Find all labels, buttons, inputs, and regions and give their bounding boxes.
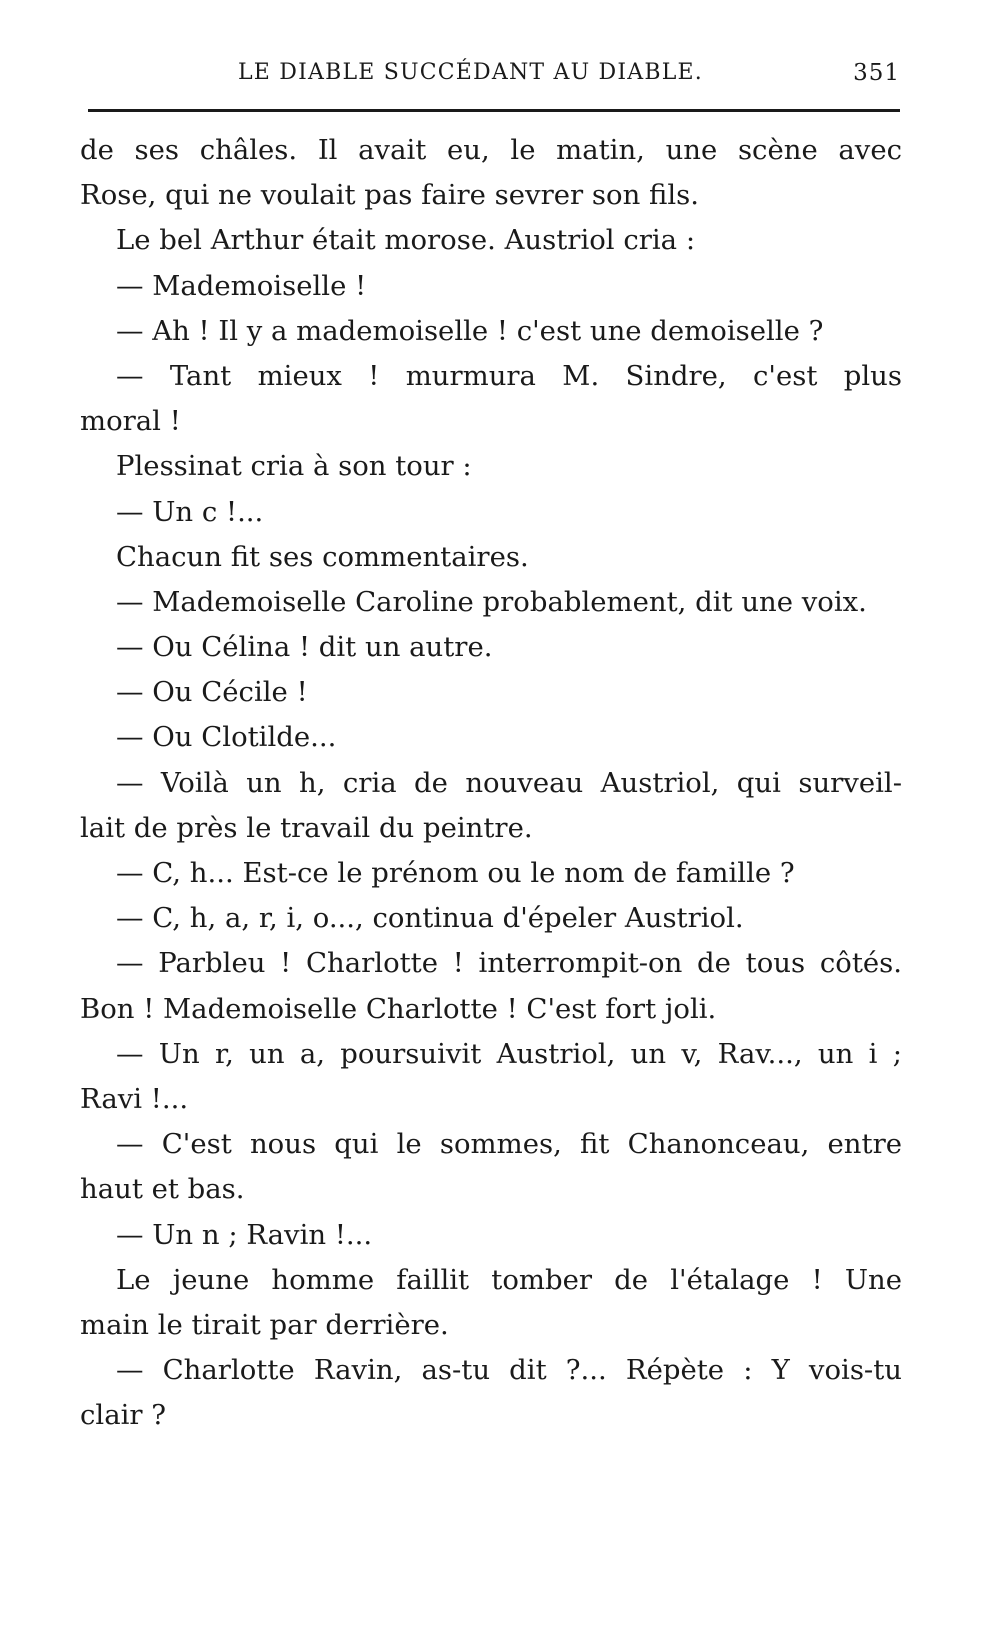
text-line: — C'est nous qui le sommes, fit Chanonceau, entre (116, 1128, 902, 1161)
page-number: 351 (853, 60, 900, 86)
text-line: haut et bas. (80, 1173, 245, 1206)
text-line: — Mademoiselle ! (116, 269, 367, 302)
text-line: — Un r, un a, poursuivit Austriol, un v, Rav..., un i ; (116, 1037, 902, 1070)
text-line: — Ou Célina ! dit un autre. (116, 631, 493, 664)
text-line: Chacun fit ses commentaires. (116, 540, 529, 573)
header-rule (88, 109, 900, 112)
text-line: — Tant mieux ! murmura M. Sindre, c'est plus (116, 359, 902, 392)
text-line: Le jeune homme faillit tomber de l'étalage ! Une (116, 1263, 902, 1296)
text-line: Rose, qui ne voulait pas faire sevrer son fils. (80, 179, 700, 212)
page-header (88, 60, 900, 100)
text-line: moral ! (80, 405, 181, 438)
text-line: Bon ! Mademoiselle Charlotte ! C'est fort joli. (80, 992, 717, 1025)
text-line: clair ? (80, 1399, 167, 1432)
text-line: — Un n ; Ravin !... (116, 1218, 373, 1251)
text-line: lait de près le travail du peintre. (80, 811, 533, 844)
text-line: — C, h... Est-ce le prénom ou le nom de famille ? (116, 857, 795, 889)
text-line: — Voilà un h, cria de nouveau Austriol, qui surveil- (116, 766, 902, 799)
text-line: — Mademoiselle Caroline probablement, dit une voix. (116, 585, 867, 618)
body-text (80, 128, 902, 1438)
text-line: — Un c !... (116, 495, 264, 528)
text-line: — Charlotte Ravin, as-tu dit ?... Répète : Y vois-tu (116, 1354, 902, 1387)
text-line: de ses châles. Il avait eu, le matin, une scène avec (80, 134, 902, 166)
text-line: Le bel Arthur était morose. Austriol cria : (116, 224, 696, 257)
text-line: — Ou Cécile ! (116, 676, 308, 709)
text-line: — Ou Clotilde... (116, 721, 337, 754)
text-line: — C, h, a, r, i, o..., continua d'épeler Austriol. (116, 902, 744, 935)
text-line: Plessinat cria à son tour : (116, 450, 472, 483)
text-line: — Ah ! Il y a mademoiselle ! c'est une demoiselle ? (116, 314, 824, 347)
text-line: main le tirait par derrière. (80, 1308, 449, 1341)
running-title: LE DIABLE SUCCÉDANT AU DIABLE. (238, 60, 703, 85)
text-line: — Parbleu ! Charlotte ! interrompit-on de tous côtés. (116, 947, 902, 980)
text-line: Ravi !... (80, 1082, 189, 1115)
